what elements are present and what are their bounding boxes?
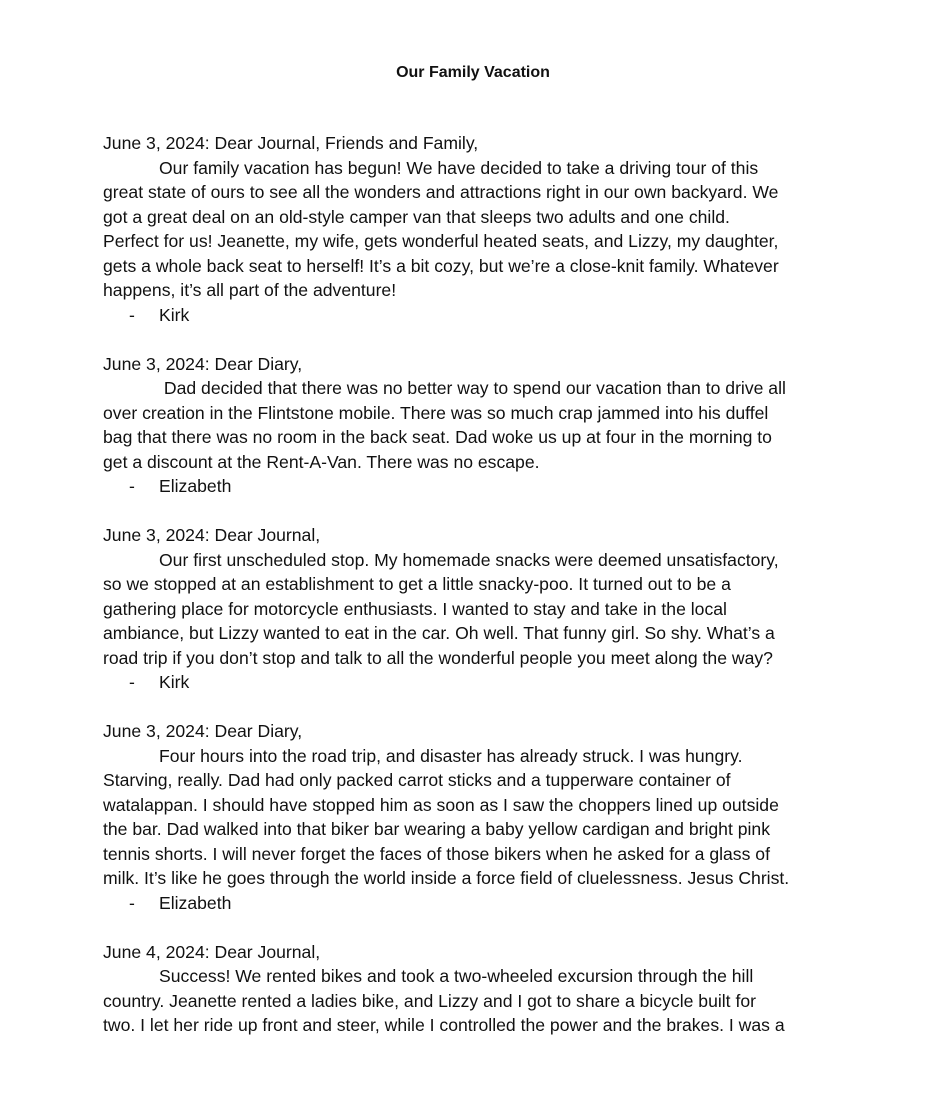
entry-body: [103, 156, 838, 303]
entry-signature: [103, 891, 838, 916]
journal-entry: [103, 523, 838, 695]
signature-dash: -: [129, 476, 135, 496]
entry-line: milk. It’s like he goes through the world inside a force field of cluelessness. Jesus Christ.: [103, 868, 790, 888]
entry-line: two. I let her ride up front and steer, while I controlled the power and the brakes. I was a: [103, 1015, 785, 1035]
entry-line: Our first unscheduled stop. My homemade snacks were deemed unsatisfactory,: [159, 549, 779, 570]
entry-line: Dad decided that there was no better way to spend our vacation than to drive all: [159, 378, 786, 398]
entry-line: the bar. Dad walked into that biker bar wearing a baby yellow cardigan and bright pink: [103, 819, 771, 839]
entry-heading: June 3, 2024: Dear Diary,: [103, 721, 303, 741]
entry-signature: [103, 474, 838, 499]
signature-author: Elizabeth: [159, 892, 232, 913]
journal-entry: [103, 719, 838, 915]
signature-author: Kirk: [159, 304, 190, 325]
entry-line: great state of ours to see all the wonders and attractions right in our own backyard. We: [103, 182, 779, 202]
entry-line: Four hours into the road trip, and disaster has already struck. I was hungry.: [159, 745, 743, 766]
entry-signature: [103, 670, 838, 695]
journal-entry: [103, 940, 838, 1038]
entry-heading: June 3, 2024: Dear Journal,: [103, 525, 321, 545]
entry-heading: June 3, 2024: Dear Diary,: [103, 353, 303, 374]
journal-entry: [103, 352, 838, 499]
entry-line: so we stopped at an establishment to get a little snacky-poo. It turned out to be a: [103, 574, 731, 594]
signature-dash: -: [129, 892, 135, 913]
entry-line: gathering place for motorcycle enthusiasts. I wanted to stay and take in the local: [103, 598, 727, 619]
document-title: Our Family Vacation: [396, 64, 550, 81]
journal-entries: [103, 131, 838, 1062]
entry-signature: [103, 303, 838, 328]
entry-body: [103, 376, 838, 474]
journal-entry: [103, 131, 838, 327]
signature-author: Elizabeth: [159, 476, 232, 496]
entry-line: road trip if you don’t stop and talk to all the wonderful people you meet along the way?: [103, 647, 773, 668]
entry-heading: June 4, 2024: Dear Journal,: [103, 941, 321, 962]
entry-line: Our family vacation has begun! We have decided to take a driving tour of this: [159, 157, 759, 178]
entry-line: happens, it’s all part of the adventure!: [103, 280, 397, 300]
signature-dash: -: [129, 672, 135, 692]
entry-line: country. Jeanette rented a ladies bike, and Lizzy and I got to share a bicycle built for: [103, 990, 756, 1011]
entry-body: [103, 744, 838, 891]
entry-line: gets a whole back seat to herself! It’s a bit cozy, but we’re a close-knit family. Whatever: [103, 255, 779, 276]
entry-line: watalappan. I should have stopped him as soon as I saw the choppers lined up outside: [103, 794, 779, 815]
entry-line: get a discount at the Rent-A-Van. There was no escape.: [103, 451, 540, 472]
entry-line: ambiance, but Lizzy wanted to eat in the car. Oh well. That funny girl. So shy. What’s a: [103, 623, 775, 643]
entry-line: got a great deal on an old-style camper van that sleeps two adults and one child.: [103, 206, 730, 227]
entry-line: bag that there was no room in the back seat. Dad woke us up at four in the morning to: [103, 427, 772, 447]
entry-line: Success! We rented bikes and took a two-wheeled excursion through the hill: [159, 966, 754, 986]
entry-line: tennis shorts. I will never forget the faces of those bikers when he asked for a glass of: [103, 843, 770, 864]
entry-body: [103, 964, 838, 1038]
entry-body: [103, 548, 838, 671]
entry-heading: June 3, 2024: Dear Journal, Friends and Family,: [103, 133, 479, 153]
entry-line: over creation in the Flintstone mobile. There was so much crap jammed into his duffel: [103, 402, 769, 423]
entry-line: Starving, really. Dad had only packed carrot sticks and a tupperware container of: [103, 770, 731, 790]
signature-dash: -: [129, 304, 135, 325]
signature-author: Kirk: [159, 672, 190, 692]
entry-line: Perfect for us! Jeanette, my wife, gets wonderful heated seats, and Lizzy, my daughter,: [103, 231, 779, 251]
